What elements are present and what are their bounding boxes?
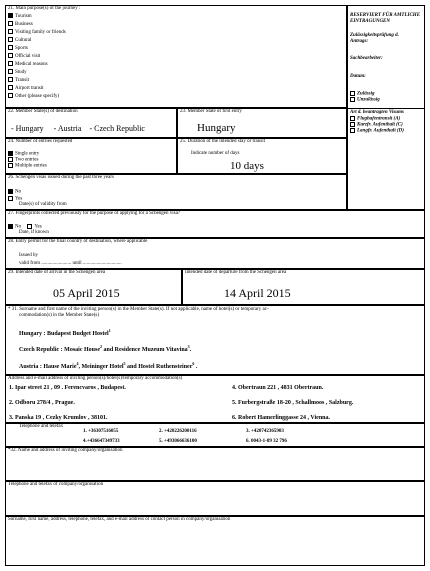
departure-label: Intended date of departure from the Schengen area	[185, 270, 287, 275]
duration-value[interactable]: 10 days	[230, 160, 264, 172]
host-sup-5: 5	[123, 361, 126, 366]
purpose-option[interactable]	[8, 29, 66, 37]
single-entry-label: Single entry	[15, 151, 40, 157]
purpose-option[interactable]	[8, 13, 66, 21]
hosts-label-1: * 31. Surname and first name of the inviting person(s) in the Member State(s). If not applicable, name of hotel(s) or temporary ac-	[8, 307, 269, 312]
address-5[interactable]: 5. Furbergstraße 18-20 , Schallmoos , Salzburg.	[232, 400, 354, 406]
entry-permit-issued: Issued by	[19, 253, 39, 258]
purpose-option-label: Transit	[15, 78, 29, 83]
purpose-option[interactable]	[8, 61, 66, 69]
phone-3[interactable]: 3. +420742365903	[246, 429, 284, 434]
host-sup-4: 4	[76, 361, 79, 366]
destination-values[interactable]	[11, 124, 145, 133]
purpose-option-label: Other (please specify)	[15, 94, 60, 99]
fingerprints-no-label: No	[15, 224, 22, 230]
official-l4: Datum:	[350, 74, 366, 79]
purpose-checkbox[interactable]	[8, 45, 13, 50]
entries-multiple[interactable]	[8, 163, 47, 170]
official-header	[350, 13, 422, 25]
purpose-options	[8, 13, 66, 101]
purpose-option[interactable]	[8, 37, 66, 45]
unzulaessig-checkbox[interactable]	[350, 97, 355, 102]
host-sup-6: 6	[192, 361, 195, 366]
host-czech-text-2: and Residence Muzeum Vitavina	[103, 347, 188, 353]
purpose-option[interactable]	[8, 53, 66, 61]
visa-d-checkbox[interactable]	[350, 128, 355, 133]
fingerprints-yes-checkbox[interactable]	[27, 224, 32, 229]
official-l8-text: Flughafentransit (A)	[357, 116, 401, 122]
entry-permit-label: 28. Entry permit for the final country of destination, where applicable	[8, 239, 148, 244]
fingerprints-known: Date, if known	[19, 230, 49, 235]
first-entry-label: 23. Member State of first entry	[180, 109, 242, 114]
company-phone-label: Telephone and telefax of company/organisation	[8, 482, 104, 487]
single-entry-checkbox[interactable]	[8, 151, 13, 156]
address-3[interactable]: 3. Panska 19 , Cezky Krumlov , 38101.	[9, 415, 108, 421]
departure-value[interactable]: 14 April 2015	[224, 286, 291, 300]
host-czech-text: Czech Republic : Mosaic House	[19, 347, 100, 353]
phone-1[interactable]: 1. +36307516055	[83, 429, 119, 434]
entry-permit-valid: valid from ........................ until ...............................	[19, 261, 122, 266]
schengen-visas-label: 26. Schengen visas issued during the past three years	[8, 175, 114, 180]
official-l10	[350, 128, 404, 135]
purpose-checkbox[interactable]	[8, 85, 13, 90]
host-czech[interactable]	[19, 343, 191, 354]
purpose-option-label: Medical reasons	[15, 62, 48, 67]
host-sup-1: 1	[108, 328, 111, 333]
schengen-no[interactable]	[8, 189, 21, 196]
host-austria-text-3: and Hostel Ruthensteiner	[127, 364, 193, 370]
phone-4[interactable]: 4.+436647349733	[83, 439, 120, 444]
purpose-checkbox[interactable]	[8, 37, 13, 42]
contact-label: Surname, first name, address, telephone, telefax, and e-mail address of contact person in company/organisation	[8, 517, 231, 522]
official-l6	[350, 97, 380, 104]
schengen-no-label: No	[15, 189, 22, 195]
purpose-option[interactable]	[8, 45, 66, 53]
official-l7: Art d. beantragten Visums	[350, 110, 404, 115]
company-label: *32. Name and address of inviting company/organisation	[8, 448, 123, 453]
multiple-entries-label: Multiple entries	[15, 163, 47, 169]
purpose-checkbox[interactable]	[8, 61, 13, 66]
host-sup-3: 3	[187, 344, 190, 349]
official-l3: Sachbearbeiter:	[350, 56, 383, 61]
two-entries-label: Two entries	[15, 157, 39, 163]
destination-label: 22. Member State(s) of destination	[8, 109, 78, 114]
address-6[interactable]: 6. Robert Hamerlinggasse 24 , Vienna.	[232, 415, 330, 421]
purpose-checkbox[interactable]	[8, 29, 13, 34]
official-l1: Zulässigkeitsprüfung d.	[350, 33, 399, 38]
address-1[interactable]: 1. Ipar street 21 , 09 . Ferencvaros , Budapest.	[9, 385, 126, 391]
visa-form-page	[5, 5, 425, 566]
host-hungary[interactable]	[19, 327, 111, 338]
phone-2[interactable]: 2. +420226200116	[159, 429, 197, 434]
purpose-checkbox[interactable]	[8, 13, 13, 18]
purpose-checkbox[interactable]	[8, 53, 13, 58]
host-austria-text: Austria : Hause Marie	[19, 364, 77, 370]
phone-6[interactable]: 6. 0043-1-89 32 796	[246, 439, 287, 444]
purpose-option-label: Cultural	[15, 38, 32, 43]
purpose-option-label: Visiting family or friends	[15, 30, 66, 35]
official-l2: Antrags:	[350, 39, 369, 44]
purpose-option-label: Business	[15, 22, 33, 27]
purpose-checkbox[interactable]	[8, 21, 13, 26]
purpose-option[interactable]	[8, 69, 66, 77]
purpose-option[interactable]	[8, 93, 66, 101]
phone-5[interactable]: 5. +493066636100	[159, 439, 197, 444]
purpose-title: 21. Main purpose(s) of the journey :	[8, 6, 81, 11]
official-header-text: RESERVIERT FÜR AMTLICHE EINTRAGUNGEN	[350, 13, 421, 24]
host-austria[interactable]	[19, 360, 197, 371]
official-divider	[347, 108, 425, 109]
purpose-option-label: Official visit	[15, 54, 41, 59]
visa-a-checkbox[interactable]	[350, 116, 355, 121]
host-hungary-text: Hungary : Budapest Budget Hostel	[19, 331, 109, 337]
arrival-label: 29. Intended date of arrival in the Schengen area	[8, 270, 106, 275]
phones-label: Telephone and telefax	[19, 424, 64, 429]
official-l6-text: Unzulässig	[357, 97, 380, 103]
host-austria-text-2: , Meininger Hotel	[78, 364, 124, 370]
host-sup-2: 2	[100, 344, 102, 349]
purpose-option-label: Sports	[15, 46, 28, 51]
fingerprints-no-checkbox[interactable]	[8, 224, 13, 229]
schengen-yes-label: Yes	[15, 196, 23, 202]
first-entry-value[interactable]: Hungary	[197, 122, 236, 134]
purpose-option[interactable]	[8, 77, 66, 85]
zulaessig-checkbox[interactable]	[350, 91, 355, 96]
purpose-checkbox[interactable]	[8, 93, 13, 98]
official-l9-text: Kurzfr. Aufenthalt (C)	[357, 122, 403, 128]
duration-sub: Indicate number of days	[191, 151, 240, 156]
address-2[interactable]: 2. Odboru 278/4 , Prague.	[9, 400, 75, 406]
dest-austria: - Austria	[53, 124, 82, 133]
host-austria-end: .	[194, 364, 198, 370]
hosts-label-2: commodation(s) in the Member State(s)	[19, 313, 99, 318]
address-4[interactable]: 4. Obertraun 221 , 4831 Obertraun.	[232, 385, 324, 391]
dest-czech: - Czech Republic	[89, 124, 145, 133]
duration-label: 25. Duration of the intended stay or transit	[180, 139, 265, 144]
dest-hungary: - Hungary	[11, 124, 44, 133]
official-l5-text: Zulässig	[357, 91, 375, 97]
purpose-option[interactable]	[8, 85, 66, 93]
official-l10-text: Langfr. Aufenthalt (D)	[357, 128, 404, 134]
fingerprints-label: 27. Fingerprints collected previously for the purpose of applying for a Schengen visa?	[8, 211, 181, 216]
purpose-checkbox[interactable]	[8, 77, 13, 82]
visa-c-checkbox[interactable]	[350, 122, 355, 127]
purpose-checkbox[interactable]	[8, 69, 13, 74]
purpose-option-label: Study	[15, 70, 27, 75]
addresses-label: Address and e-mail address of inviting person(s)/hotel(s)/temporary accommodation(s)	[8, 376, 183, 381]
schengen-validity: Date(s) of validity from	[19, 202, 67, 207]
purpose-option-label: Tourism	[15, 14, 32, 19]
phones-section	[5, 423, 425, 447]
purpose-option-label: Airport transit	[15, 86, 44, 91]
schengen-yes-checkbox[interactable]	[8, 196, 13, 201]
two-entries-checkbox[interactable]	[8, 157, 13, 162]
schengen-no-checkbox[interactable]	[8, 189, 13, 194]
arrival-value[interactable]: 05 April 2015	[53, 286, 120, 300]
entries-label: 24. Number of entries requested	[8, 139, 73, 144]
contact-section	[5, 516, 425, 566]
purpose-option[interactable]	[8, 21, 66, 29]
host-czech-end: .	[189, 347, 192, 353]
fingerprints-yes-label: Yes	[34, 224, 42, 230]
multiple-entries-checkbox[interactable]	[8, 163, 13, 168]
